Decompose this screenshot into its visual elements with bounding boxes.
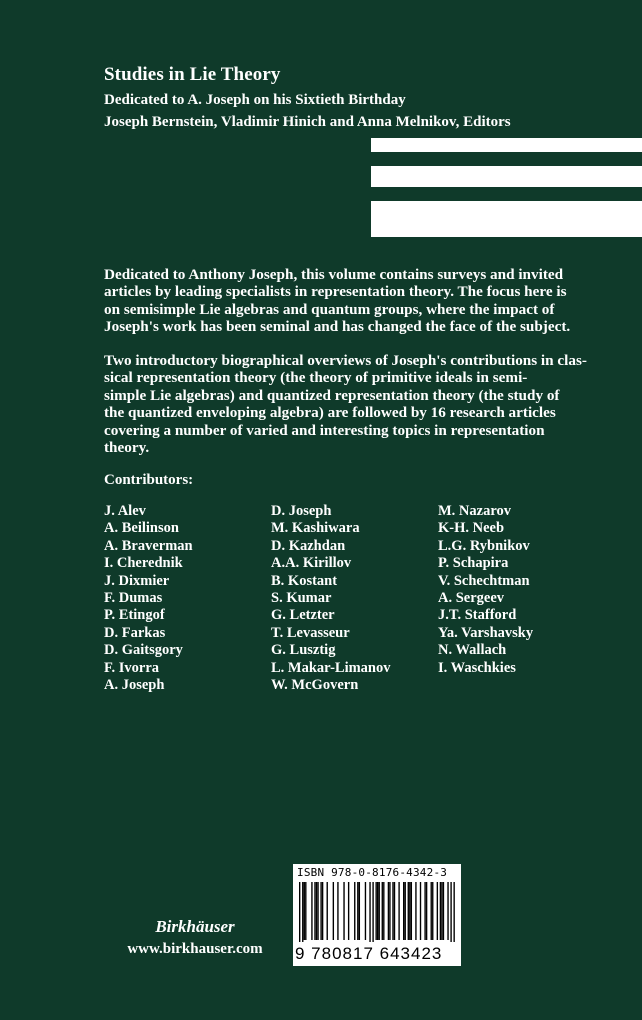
barcode-bar — [320, 882, 321, 940]
contributor-name: M. Nazarov — [438, 503, 512, 519]
contributor-name: J. Dixmier — [104, 572, 170, 589]
description-paragraph-2 — [104, 352, 587, 457]
barcode-bar — [343, 882, 344, 940]
contributor-name: A. Beilinson — [104, 520, 179, 537]
ean-digits: 9 780817 643423 — [295, 944, 443, 963]
contributor-name: J.T. Stafford — [438, 607, 517, 624]
barcode-bar — [443, 882, 444, 940]
barcode-bar — [453, 882, 454, 942]
contributor-name: L. Makar-Limanov — [271, 659, 391, 676]
barcode-bar — [337, 882, 338, 940]
contributors-column-3 — [438, 503, 533, 677]
contributor-name: G. Letzter — [271, 607, 335, 624]
barcode-bar — [365, 882, 366, 940]
barcode-bar — [405, 882, 406, 940]
barcode-bar — [359, 882, 360, 940]
barcode-bar — [317, 882, 318, 940]
contributor-name: F. Dumas — [104, 590, 163, 607]
barcode-bar — [383, 882, 384, 940]
barcode-bar — [403, 882, 404, 940]
contributor-name: A. Braverman — [104, 537, 193, 554]
contributors-heading: Contributors: — [104, 472, 194, 488]
barcode-bar — [441, 882, 442, 940]
contributor-name: I. Waschkies — [438, 659, 516, 676]
contributor-name: G. Lusztig — [271, 642, 336, 659]
description-line: sical representation theory (the theory of primitive ideals in semi- — [104, 369, 528, 387]
description-line: covering a number of varied and interesting topics in representation — [104, 421, 545, 439]
contributor-name: T. Levasseur — [271, 624, 350, 641]
barcode-bar — [426, 882, 427, 940]
barcode-bar — [372, 882, 373, 942]
contributor-name: B. Kostant — [271, 572, 338, 589]
barcode-bar — [322, 882, 323, 940]
barcode-bar — [311, 882, 312, 940]
contributor-name: D. Farkas — [104, 624, 166, 641]
barcode-bar — [354, 882, 355, 940]
contributor-name: F. Ivorra — [104, 659, 160, 676]
barcode-bar — [411, 882, 412, 940]
barcode-bar — [348, 882, 349, 940]
book-editors: Joseph Bernstein, Vladimir Hinich and Anna Melnikov, Editors — [104, 114, 511, 130]
barcode-bar — [432, 882, 433, 940]
book-title: Studies in Lie Theory — [104, 64, 281, 85]
contributor-name: W. McGovern — [271, 677, 359, 694]
contributor-name: D. Gaitsgory — [104, 642, 183, 659]
barcode-bar — [424, 882, 425, 940]
description-line: the quantized enveloping algebra) are followed by 16 research articles — [104, 404, 556, 422]
contributor-name: A. Sergeev — [438, 590, 505, 607]
barcode-bar — [398, 882, 399, 940]
description-line: simple Lie algebras) and quantized representation theory (the study of — [104, 386, 560, 404]
contributor-name: V. Schechtman — [438, 572, 530, 589]
contributor-name: P. Etingof — [104, 607, 165, 624]
contributor-name: N. Wallach — [438, 642, 507, 659]
contributors-column-2 — [271, 503, 391, 694]
barcode-bar — [409, 882, 410, 940]
barcode-bar — [408, 882, 409, 940]
description-line: on semisimple Lie algebras and quantum groups, where the impact of — [104, 300, 555, 318]
contributor-name: M. Kashiwara — [271, 520, 360, 537]
contributor-name: D. Kazhdan — [271, 537, 346, 554]
decorative-stripe-1 — [371, 138, 642, 152]
barcode-bar — [450, 882, 451, 942]
barcode-bar — [379, 882, 380, 940]
barcode-bar — [388, 882, 389, 940]
decorative-stripe-3 — [371, 201, 642, 237]
barcode-bar — [302, 882, 303, 942]
isbn-text: ISBN 978-0-8176-4342-3 — [297, 866, 448, 879]
barcode-bar — [440, 882, 441, 940]
description-paragraph-1 — [104, 266, 584, 336]
contributor-name: D. Joseph — [271, 503, 332, 519]
description-line: Joseph's work has been seminal and has changed the face of the subject. — [104, 318, 571, 336]
contributor-name: A.A. Kirillov — [271, 555, 352, 572]
barcode-bar — [333, 882, 334, 940]
barcode-bars — [299, 882, 455, 942]
barcode-bar — [357, 882, 358, 940]
contributor-name: L.G. Rybnikov — [438, 537, 530, 554]
isbn-barcode — [293, 864, 461, 966]
book-subtitle: Dedicated to A. Joseph on his Sixtieth Birthday — [104, 92, 406, 108]
barcode-bar — [382, 882, 383, 940]
contributors-column-1 — [104, 503, 193, 694]
contributor-name: J. Alev — [104, 503, 146, 519]
barcode-bar — [314, 882, 315, 940]
barcode-bar — [305, 882, 306, 940]
publisher-name: Birkhäuser — [155, 917, 235, 936]
contributor-name: K-H. Neeb — [438, 520, 505, 537]
barcode-bar — [431, 882, 432, 940]
barcode-bar — [389, 882, 390, 940]
barcode-bar — [392, 882, 393, 940]
description-line: Two introductory biographical overviews of Joseph's contributions in clas- — [104, 352, 587, 369]
barcode-bar — [304, 882, 305, 940]
publisher-url: www.birkhauser.com — [127, 941, 263, 957]
barcode-bar — [394, 882, 395, 940]
barcode-bar — [415, 882, 416, 940]
description-line: theory. — [104, 439, 150, 457]
barcode-bar — [369, 882, 370, 942]
barcode-bar — [420, 882, 421, 940]
decorative-stripe-2 — [371, 166, 642, 187]
contributor-name: S. Kumar — [271, 590, 332, 607]
barcode-bar — [299, 882, 300, 942]
barcode-bar — [377, 882, 378, 940]
contributor-name: P. Schapira — [438, 555, 509, 572]
barcode-bar — [316, 882, 317, 940]
barcode-bar — [375, 882, 376, 940]
contributor-name: I. Cherednik — [104, 555, 183, 572]
barcode-bar — [447, 882, 448, 940]
description-line: Dedicated to Anthony Joseph, this volume contains surveys and invited — [104, 266, 564, 283]
barcode-bar — [327, 882, 328, 940]
barcode-bar — [437, 882, 438, 940]
contributor-name: A. Joseph — [104, 677, 165, 694]
publisher-block — [120, 917, 270, 958]
description-line: articles by leading specialists in representation theory. The focus here is — [104, 283, 567, 301]
contributor-name: Ya. Varshavsky — [438, 624, 534, 641]
